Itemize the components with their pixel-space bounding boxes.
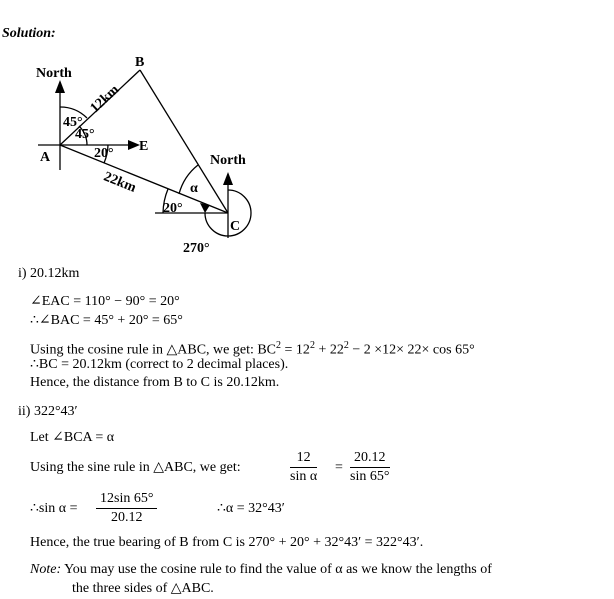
alpha-result: ∴α = 32°43′ <box>217 501 285 516</box>
label-20-c: 20° <box>163 201 183 216</box>
part1-label: i) 20.12km <box>18 266 80 281</box>
note-line1 <box>30 562 492 578</box>
exp-bc: 2 <box>276 340 282 351</box>
label-dist-ac: 22km <box>101 169 139 196</box>
exp-22: 2 <box>343 340 349 351</box>
label-20-a: 20° <box>94 146 114 161</box>
frac1-den: sin α <box>290 469 318 484</box>
label-45-north: 45° <box>63 115 83 130</box>
note-text-1: You may use the cosine rule to find the value of α as we know the lengths of <box>64 562 492 577</box>
label-north-c: North <box>210 153 246 168</box>
label-b: B <box>135 55 145 70</box>
part2-label: ii) 322°43′ <box>18 404 78 419</box>
term-22: + 22 <box>314 342 344 358</box>
solution-heading: Solution: <box>2 26 56 41</box>
cosine-rule-text: Using the cosine rule in △ABC, we get: BC <box>30 342 277 358</box>
frac3-den: 20.12 <box>110 510 143 525</box>
label-45-e: 45° <box>75 127 95 142</box>
fraction-2012-sin-65 <box>350 449 390 486</box>
term-cos: − 2 ×12× 22× cos 65° <box>348 342 475 358</box>
note-line2: the three sides of △ABC. <box>72 581 214 596</box>
fraction-12-sin-alpha <box>290 449 317 486</box>
bearing-diagram <box>0 0 614 270</box>
label-dist-ab: 12km <box>87 82 123 117</box>
note-label: Note: <box>30 562 62 577</box>
label-north-a: North <box>36 66 72 81</box>
part1-line3 <box>30 338 475 359</box>
label-alpha: α <box>190 181 198 196</box>
side-ac <box>60 145 228 213</box>
arrow-north-a <box>55 80 65 93</box>
part2-line2: Using the sine rule in △ABC, we get: <box>30 460 241 475</box>
part1-line5: Hence, the distance from B to C is 20.12km. <box>30 375 280 390</box>
arrow-north-c <box>223 172 233 185</box>
frac2-den: sin 65° <box>350 469 390 484</box>
part1-line1: ∠EAC = 110° − 90° = 20° <box>30 294 180 309</box>
fraction-12sin65-2012 <box>96 490 157 527</box>
part1-line4: ∴BC = 20.12km (correct to 2 decimal places). <box>30 357 289 372</box>
label-e: E <box>139 139 149 154</box>
side-bc <box>140 70 228 213</box>
label-a: A <box>40 150 51 165</box>
equals-sign: = <box>335 460 343 475</box>
part2-line4: Hence, the true bearing of B from C is 270° + 20° + 32°43′ = 322°43′. <box>30 535 424 550</box>
frac3-num: 12sin 65° <box>96 490 157 509</box>
term-12: = 12 <box>281 342 310 358</box>
part1-line2: ∴∠BAC = 45° + 20° = 65° <box>30 313 183 328</box>
part2-line1: Let ∠BCA = α <box>30 430 115 445</box>
label-270: 270° <box>183 241 210 256</box>
exp-12: 2 <box>309 340 315 351</box>
frac1-num: 12 <box>290 449 317 468</box>
sin-alpha-line: ∴sin α = <box>30 501 78 516</box>
label-c: C <box>230 219 241 234</box>
frac2-num: 20.12 <box>350 449 390 468</box>
